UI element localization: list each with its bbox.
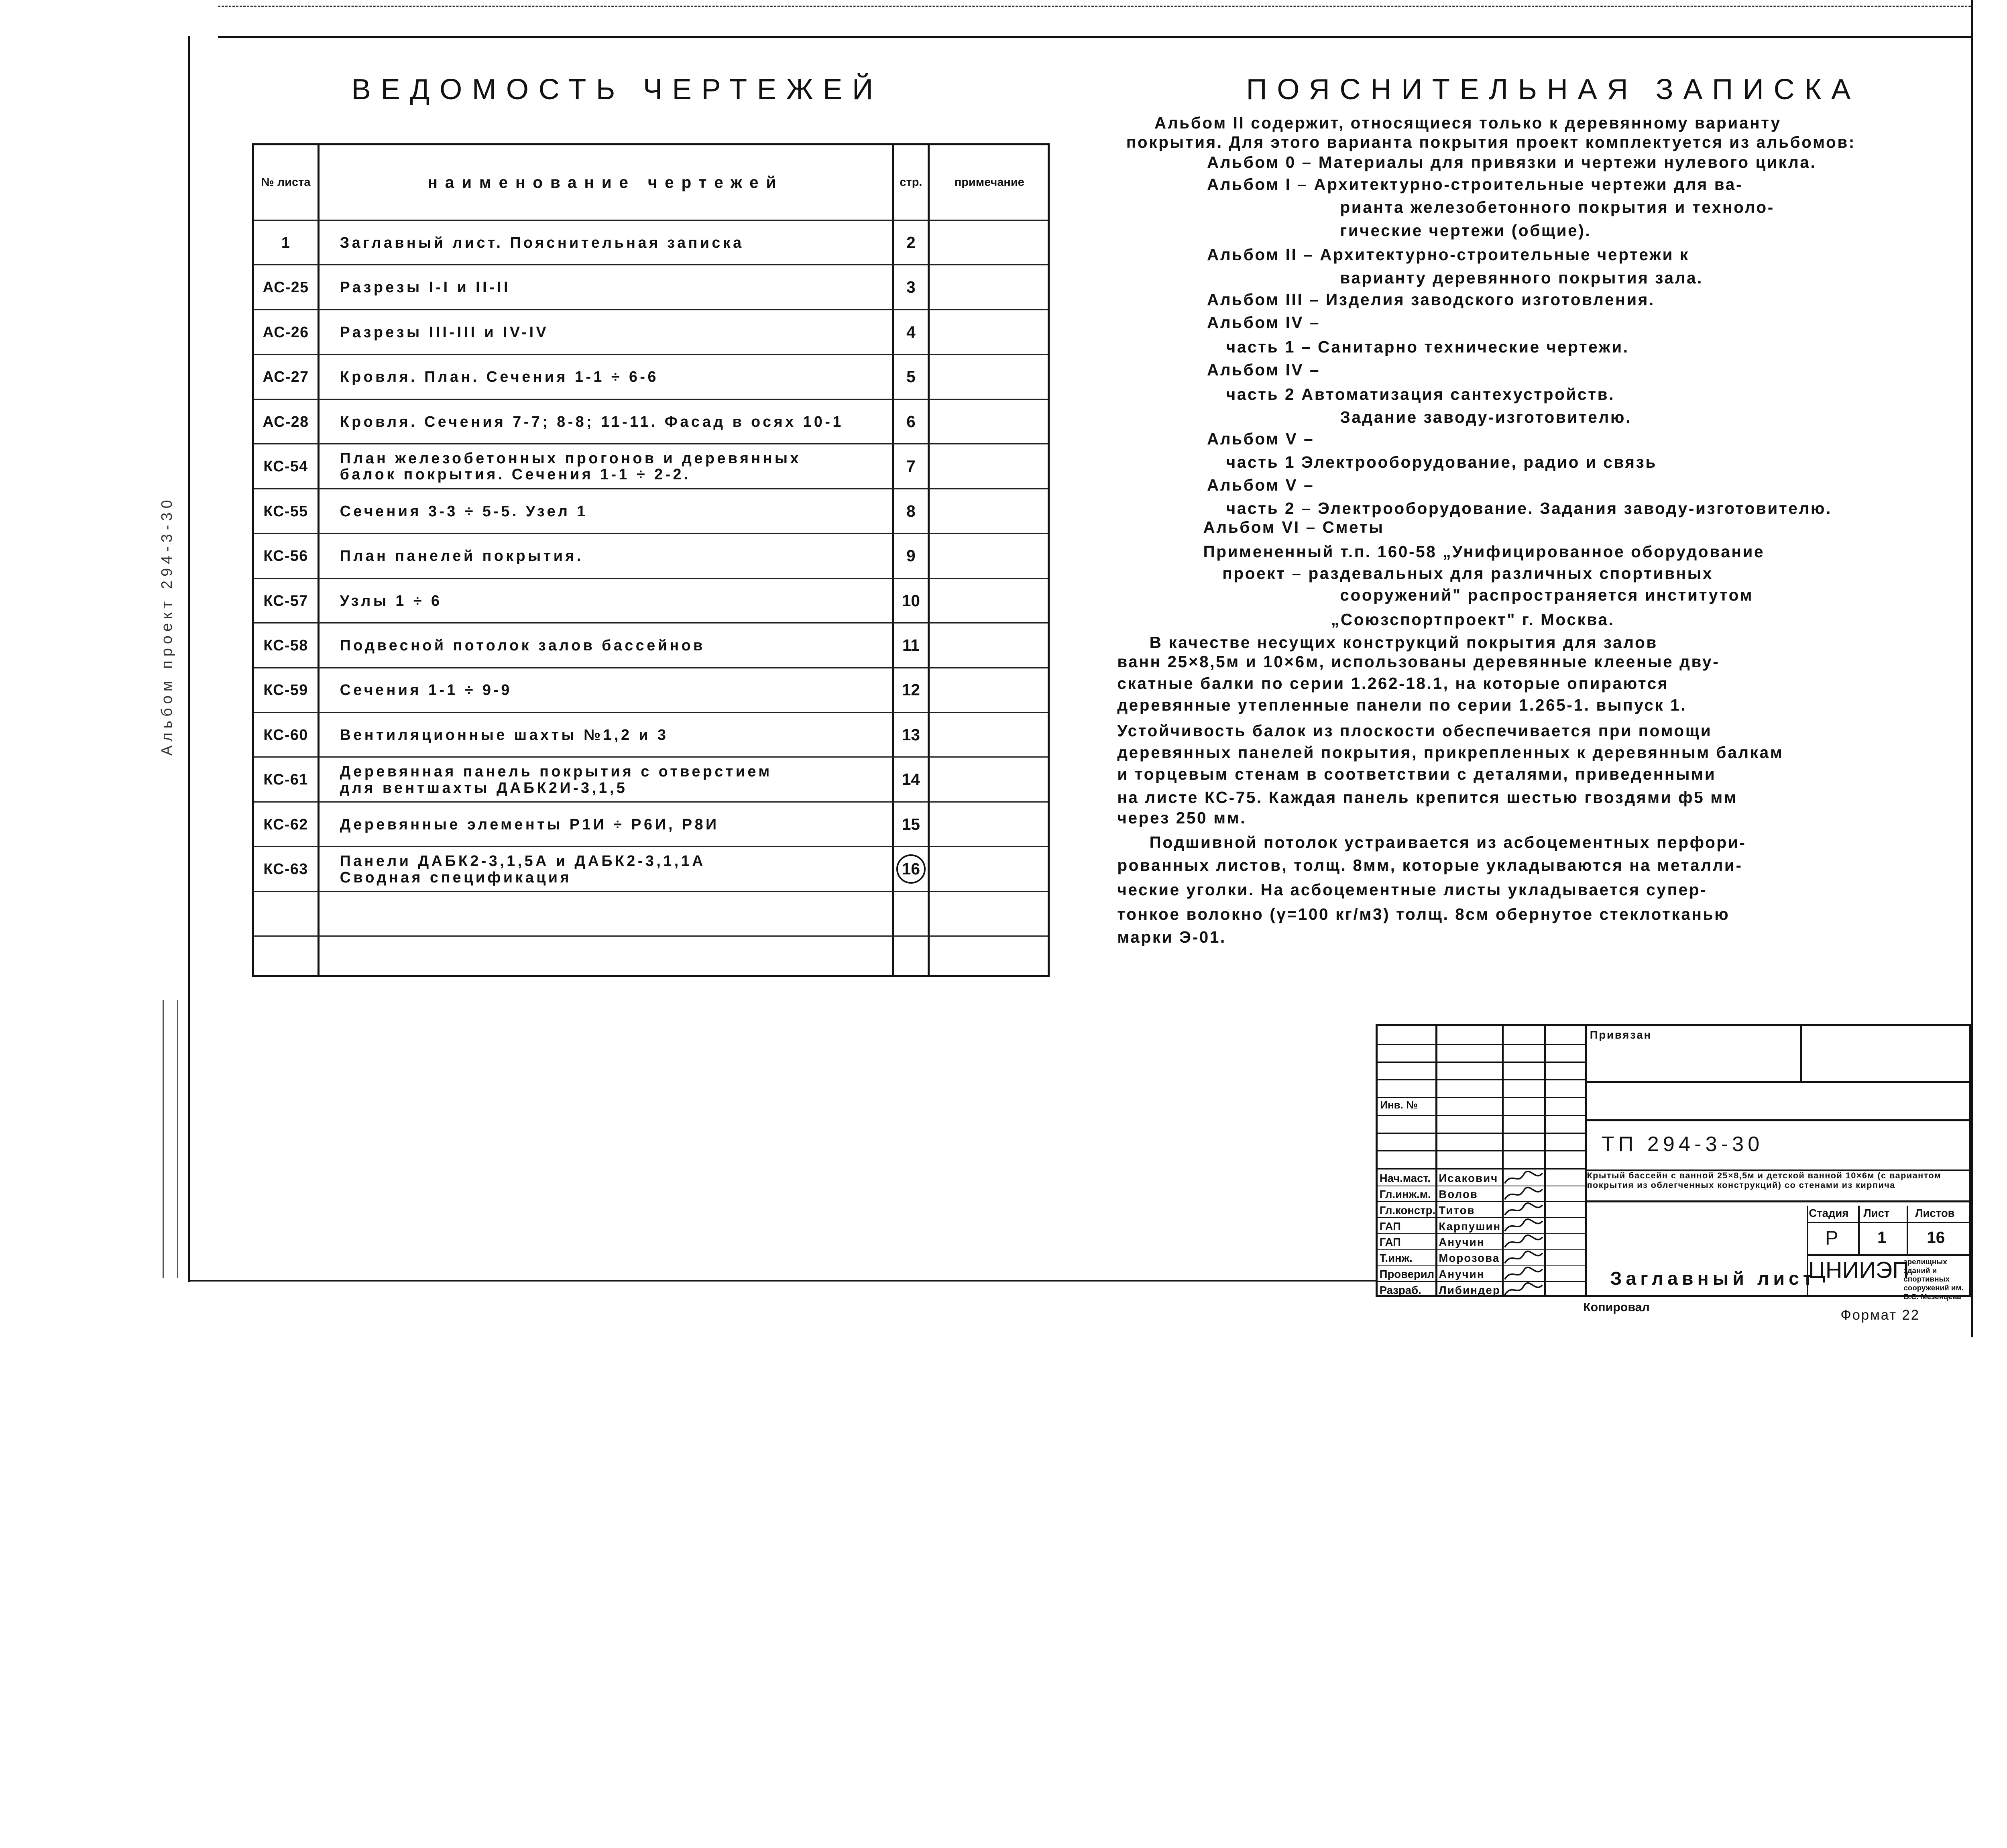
- drawing-name: Подвесной потолок залов бассейнов: [340, 637, 705, 654]
- page-number: 3: [906, 278, 916, 297]
- page-number: 11: [902, 636, 920, 655]
- note-line: Подшивной потолок устраивается из асбоцементных перфори-: [1149, 833, 1746, 852]
- sheet-number: КС-56: [263, 547, 308, 564]
- signature-icon: [1503, 1282, 1544, 1298]
- bottom-frame-line: [188, 1280, 1376, 1282]
- header-name: наименование чертежей: [427, 173, 784, 192]
- note-line: ванн 25×8,5м и 10×6м, использованы деревянные клееные дву-: [1117, 652, 1720, 671]
- sheet-number: КС-60: [263, 726, 308, 743]
- signatory-row: [1378, 1201, 1585, 1218]
- note-line: гические чертежи (общие).: [1340, 221, 1592, 240]
- explanatory-note-title: ПОЯСНИТЕЛЬНАЯ ЗАПИСКА: [1246, 73, 1860, 106]
- table-row: [254, 309, 1048, 354]
- page-number: 6: [906, 412, 916, 431]
- signature-icon: [1503, 1202, 1544, 1218]
- table-row: [254, 712, 1048, 756]
- tb-divider: [1378, 1062, 1585, 1063]
- page-number: 5: [906, 367, 916, 386]
- note-line: часть 1 Электрооборудование, радио и связь: [1226, 452, 1657, 471]
- drawing-name: Кровля. Сечения 7-7; 8-8; 11-11. Фасад в осях 10-1: [340, 413, 844, 430]
- tb-divider: [1585, 1026, 1587, 1295]
- signatory-role: Т.инж.: [1379, 1252, 1413, 1265]
- table-row: [254, 846, 1048, 890]
- table-row: [254, 443, 1048, 488]
- stage-header: Стадия: [1809, 1207, 1849, 1220]
- org-logo: ЦНИИЭП: [1808, 1257, 1909, 1284]
- note-line: Альбом IV –: [1207, 361, 1321, 379]
- right-frame-line: [1971, 0, 1973, 1337]
- signatory-name: Волов: [1439, 1188, 1478, 1200]
- page-number: 7: [906, 457, 916, 476]
- drawing-name: Заглавный лист. Пояснительная записка: [340, 234, 744, 251]
- page-number: 12: [902, 681, 920, 699]
- note-line: сооружений" распространяется институтом: [1340, 585, 1754, 604]
- sheet-number: КС-55: [263, 502, 308, 520]
- drawing-name: Разрезы I-I и II-II: [340, 279, 511, 296]
- tb-divider: [1858, 1206, 1860, 1254]
- note-line: Альбом II – Архитектурно-строительные чертежи к: [1207, 245, 1689, 264]
- margin-album-text: Альбом проект 294-3-30: [158, 495, 175, 756]
- header-note: примечание: [954, 175, 1024, 189]
- margin-stamp-line-2: [177, 1000, 178, 1279]
- table-row: [254, 488, 1048, 533]
- tb-divider: [1378, 1097, 1585, 1098]
- note-line: часть 1 – Санитарно технические чертежи.: [1226, 337, 1629, 356]
- note-line: и торцевым стенам в соответствии с деталями, приведенными: [1117, 765, 1716, 784]
- sheets-value: 16: [1927, 1228, 1945, 1247]
- note-line: рованных листов, толщ. 8мм, которые укладываются на металли-: [1117, 856, 1743, 874]
- note-line: Задание заводу-изготовителю.: [1340, 408, 1632, 427]
- sheet-number: КС-62: [263, 815, 308, 833]
- org-name: зрелищных зданий и спортивных сооружений им. Б.С. Мезенцева: [1903, 1257, 1964, 1301]
- table-row: [254, 354, 1048, 398]
- note-line: Альбом V –: [1207, 430, 1315, 448]
- drawing-name: Кровля. План. Сечения 1-1 ÷ 6-6: [340, 368, 659, 385]
- page-number: 4: [906, 322, 916, 341]
- header-sheet-no: № листа: [261, 175, 311, 189]
- tb-divider: [1378, 1115, 1585, 1116]
- note-line: на листе КС-75. Каждая панель крепится шестью гвоздями ф5 мм: [1117, 788, 1738, 807]
- signatory-row: [1378, 1170, 1585, 1186]
- tb-divider: [1378, 1168, 1585, 1169]
- signature-icon: [1503, 1266, 1544, 1282]
- note-line: тонкое волокно (γ=100 кг/м3) толщ. 8см обернутое стеклотканью: [1117, 905, 1730, 923]
- signature-icon: [1503, 1218, 1544, 1234]
- signatory-name: Анучин: [1439, 1267, 1485, 1280]
- table-row: [254, 622, 1048, 667]
- table-row: [254, 891, 1048, 935]
- drawing-list-title: ВЕДОМОСТЬ ЧЕРТЕЖЕЙ: [351, 73, 883, 106]
- signatory-role: Гл.инж.м.: [1379, 1188, 1431, 1200]
- sheet-number: АС-27: [263, 368, 309, 385]
- note-line: ческие уголки. На асбоцементные листы укладывается супер-: [1117, 880, 1708, 899]
- title-block: [1376, 1024, 1971, 1301]
- signatory-name: Исакович: [1439, 1172, 1498, 1185]
- tb-divider: [1585, 1200, 1969, 1202]
- page-number: 15: [902, 815, 920, 833]
- signatory-role: ГАП: [1379, 1220, 1401, 1233]
- signatory-row: [1378, 1217, 1585, 1234]
- sheet-number: КС-63: [263, 860, 308, 878]
- page-number: 13: [902, 725, 920, 744]
- note-line: Альбом VI – Сметы: [1203, 518, 1384, 537]
- note-line: через 250 мм.: [1117, 809, 1247, 827]
- circled-page-number: 16: [896, 854, 926, 884]
- page-number: 14: [902, 770, 920, 789]
- note-line: покрытия. Для этого варианта покрытия проект комплектуется из альбомов:: [1126, 132, 1856, 151]
- project-code: ТП 294-3-30: [1601, 1133, 1764, 1156]
- note-line: Устойчивость балок из плоскости обеспечивается при помощи: [1117, 721, 1712, 740]
- note-line: Альбом 0 – Материалы для привязки и чертежи нулевого цикла.: [1207, 153, 1817, 172]
- note-line: марки Э-01.: [1117, 927, 1226, 946]
- signatory-row: [1378, 1265, 1585, 1282]
- signatory-row: [1378, 1249, 1585, 1266]
- signatory-row: [1378, 1233, 1585, 1250]
- sheets-header: Листов: [1915, 1207, 1955, 1220]
- signatory-role: Гл.констр.: [1379, 1204, 1436, 1216]
- sheet-number: КС-61: [263, 771, 308, 788]
- note-line: Альбом III – Изделия заводского изготовления.: [1207, 290, 1655, 309]
- page-number: [894, 937, 928, 980]
- signatory-role: Разраб.: [1379, 1284, 1421, 1296]
- table-row: [254, 801, 1048, 846]
- page-number: 9: [906, 546, 916, 565]
- sheet-number: КС-54: [263, 458, 308, 475]
- tb-divider: [1378, 1133, 1585, 1134]
- table-row: [254, 667, 1048, 712]
- drawing-name: План железобетонных прогонов и деревянных балок покрытия. Сечения 1-1 ÷ 2-2.: [340, 449, 801, 483]
- drawing-name: Деревянная панель покрытия с отверстием для вентшахты ДАБК2И-3,1,5: [340, 763, 772, 796]
- note-line: Альбом II содержит, относящиеся только к деревянному варианту: [1154, 113, 1781, 132]
- header-page: стр.: [900, 175, 922, 189]
- note-line: варианту деревянного покрытия зала.: [1340, 268, 1703, 287]
- copied-label: Копировал: [1583, 1300, 1650, 1314]
- note-line: рианта железобетонного покрытия и техноло-: [1340, 198, 1775, 216]
- drawing-name: [320, 892, 889, 935]
- project-description: Крытый бассейн с ванной 25×8,5м и детской ванной 10×6м (с вариантом покрытия из облегченных конструкций) со стенами из кирпича: [1587, 1170, 1942, 1190]
- note-line: часть 2 – Электрооборудование. Задания заводу-изготовителю.: [1226, 499, 1832, 518]
- signatory-name: Либиндер: [1439, 1284, 1500, 1296]
- sheet-value: 1: [1877, 1228, 1887, 1247]
- top-edge-line: [218, 6, 1971, 7]
- sheet-number: КС-59: [263, 681, 308, 699]
- drawing-name: Вентиляционные шахты №1,2 и 3: [340, 726, 669, 743]
- tb-divider: [1585, 1119, 1969, 1121]
- page-number: [894, 892, 928, 935]
- sheet-number: АС-26: [263, 323, 309, 340]
- inv-label: Инв. №: [1380, 1098, 1418, 1111]
- signature-icon: [1503, 1170, 1544, 1186]
- signature-icon: [1503, 1250, 1544, 1266]
- signatory-name: Анучин: [1439, 1236, 1485, 1249]
- sheet-title: Заглавный лист: [1610, 1267, 1816, 1289]
- note-line: часть 2 Автоматизация сантехустройств.: [1226, 385, 1615, 403]
- sheet-number: КС-57: [263, 592, 308, 609]
- sheet-number: [254, 937, 318, 980]
- linked-label: Привязан: [1590, 1028, 1652, 1041]
- page-number: 10: [902, 591, 920, 610]
- note-line: „Союзспортпроект" г. Москва.: [1331, 610, 1615, 629]
- page-number: 8: [906, 501, 916, 520]
- drawing-name: Деревянные элементы Р1И ÷ Р6И, Р8И: [340, 815, 719, 833]
- drawing-name: Разрезы III-III и IV-IV: [340, 323, 549, 340]
- signatory-name: Карпушин: [1439, 1220, 1501, 1233]
- drawing-name: Узлы 1 ÷ 6: [340, 592, 442, 609]
- sheet-number: АС-28: [263, 413, 309, 430]
- tb-divider: [1807, 1222, 1969, 1223]
- note-line: Альбом V –: [1207, 475, 1315, 494]
- stage-value: Р: [1825, 1227, 1838, 1249]
- top-frame-line: [218, 36, 1972, 38]
- drawing-name: План панелей покрытия.: [340, 547, 584, 564]
- table-row: [254, 220, 1048, 264]
- signature-icon: [1503, 1186, 1544, 1202]
- drawing-name: Панели ДАБК2-3,1,5А и ДАБК2-3,1,1А Сводная спецификация: [340, 852, 706, 886]
- left-frame-line: [188, 36, 190, 1282]
- tb-divider: [1907, 1206, 1908, 1254]
- drawing-name: [320, 937, 889, 980]
- note-line: Альбом IV –: [1207, 313, 1321, 332]
- signatory-name: Титов: [1439, 1204, 1475, 1216]
- tb-divider: [1378, 1079, 1585, 1080]
- sheet-header: Лист: [1863, 1207, 1890, 1220]
- format-label: Формат 22: [1840, 1307, 1920, 1323]
- sheet-number: КС-58: [263, 637, 308, 654]
- signatory-role: Проверил: [1379, 1267, 1435, 1280]
- table-row: [254, 264, 1048, 309]
- drawing-name: Сечения 3-3 ÷ 5-5. Узел 1: [340, 502, 588, 520]
- tb-divider: [1378, 1044, 1585, 1045]
- signatory-role: ГАП: [1379, 1236, 1401, 1249]
- table-row: [254, 935, 1048, 980]
- sheet-number: [254, 892, 318, 935]
- signatory-name: Морозова: [1439, 1252, 1500, 1265]
- note-line: Примененный т.п. 160-58 „Унифицированное оборудование: [1203, 542, 1765, 561]
- note-line: деревянные утепленные панели по серии 1.265-1. выпуск 1.: [1117, 696, 1687, 715]
- sheet-number: АС-25: [263, 279, 309, 296]
- sheet-number: 1: [281, 234, 291, 251]
- note-line: проект – раздевальных для различных спортивных: [1222, 564, 1713, 583]
- note-line: деревянных панелей покрытия, прикрепленных к деревянным балкам: [1117, 743, 1784, 762]
- tb-divider: [1585, 1081, 1969, 1083]
- note-line: скатные балки по серии 1.262-18.1, на которые опираются: [1117, 674, 1669, 693]
- signature-icon: [1503, 1234, 1544, 1250]
- tb-divider: [1378, 1150, 1585, 1151]
- signatory-row: [1378, 1281, 1585, 1298]
- tb-divider: [1800, 1026, 1802, 1081]
- note-line: Альбом I – Архитектурно-строительные чертежи для ва-: [1207, 175, 1743, 194]
- table-row: [254, 578, 1048, 622]
- table-row: [254, 756, 1048, 801]
- drawing-name: Сечения 1-1 ÷ 9-9: [340, 681, 512, 699]
- signatory-role: Нач.маст.: [1379, 1172, 1431, 1185]
- signatory-row: [1378, 1186, 1585, 1202]
- table-row: [254, 399, 1048, 443]
- table-row: [254, 533, 1048, 577]
- tb-divider: [1807, 1254, 1969, 1255]
- page-number: 2: [906, 233, 916, 252]
- page-number: [894, 847, 928, 890]
- note-line: В качестве несущих конструкций покрытия для залов: [1149, 633, 1658, 652]
- margin-stamp-line: [163, 1000, 164, 1279]
- drawing-list-table: [252, 143, 1050, 977]
